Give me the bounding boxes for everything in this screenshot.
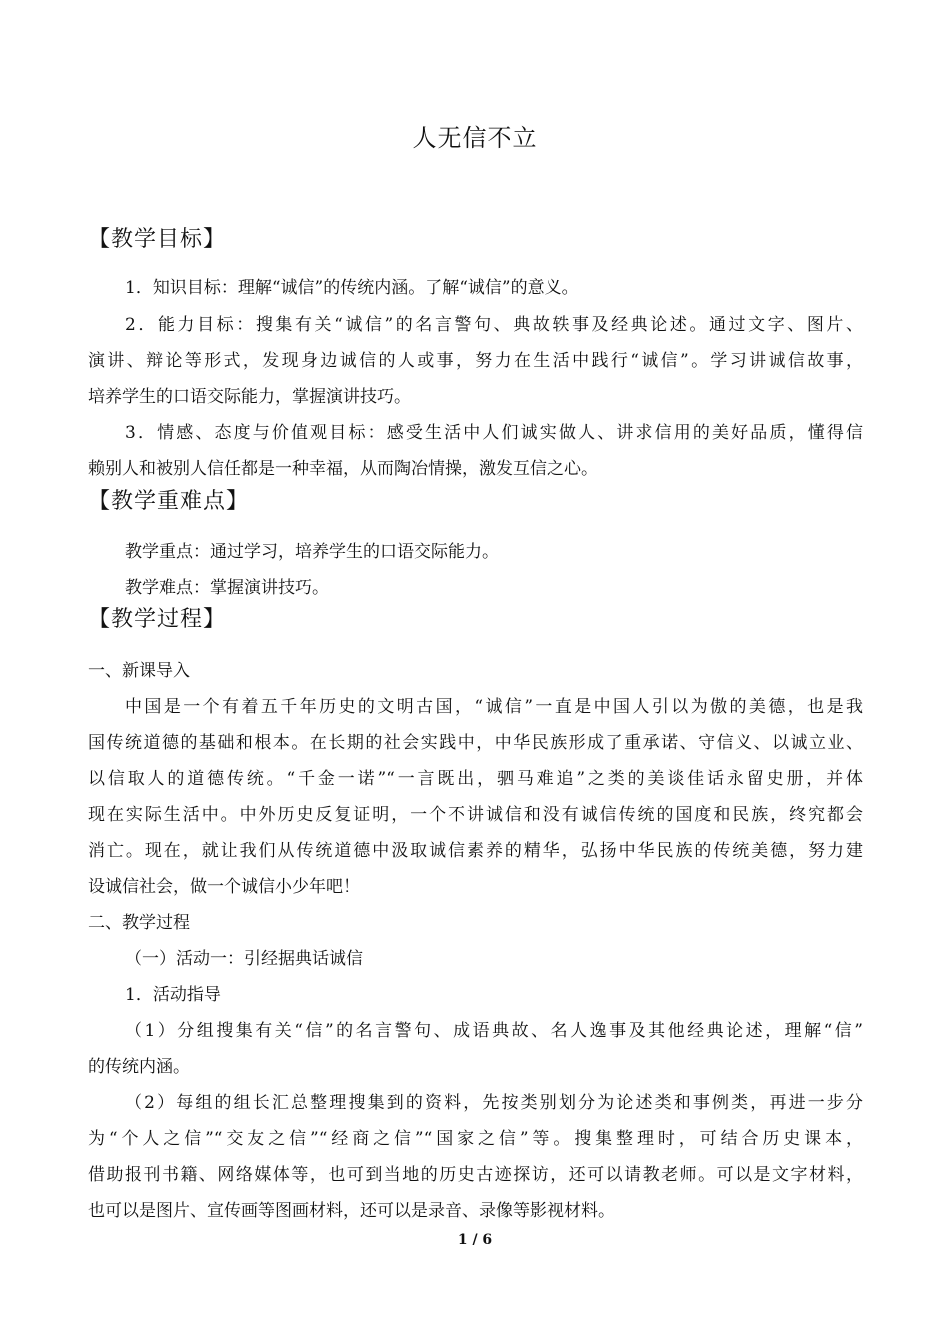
intro-line-5: 消亡。现在，就让我们从传统道德中汲取诚信素养的精华，弘扬中华民族的传统美德，努力建 [88,841,863,861]
heading-key-points: 【教学重难点】 [88,489,250,514]
intro-line-3: 以信取人的道德传统。“千金一诺”“一言既出，驷马难追”之类的美谈佳话永留史册，并体 [88,769,863,789]
intro-line-1: 中国是一个有着五千年历史的文明古国，“诚信”一直是中国人引以为傲的美德，也是我 [125,697,863,717]
section-intro-title: 一、新课导入 [88,661,190,681]
key-point-difficulty: 教学难点：掌握演讲技巧。 [125,578,329,598]
heading-teaching-goals: 【教学目标】 [88,227,227,252]
activity-one-title: （一）活动一：引经据典话诚信 [125,949,363,969]
goal-ability-line-2: 演讲、辩论等形式，发现身边诚信的人或事，努力在生活中践行“诚信”。学习讲诚信故事， [88,351,863,371]
goal-emotion-line-2: 赖别人和被别人信任都是一种幸福，从而陶冶情操，激发互信之心。 [88,459,598,479]
goal-ability-line-3: 培养学生的口语交际能力，掌握演讲技巧。 [88,387,411,407]
key-point-focus: 教学重点：通过学习，培养学生的口语交际能力。 [125,542,499,562]
intro-line-4: 现在实际生活中。中外历史反复证明，一个不讲诚信和没有诚信传统的国度和民族，终究都会 [88,805,863,825]
intro-line-6: 设诚信社会，做一个诚信小少年吧！ [88,877,360,897]
step-2-line-3: 借助报刊书籍、网络媒体等，也可到当地的历史古迹探访，还可以请教老师。可以是文字材料， [88,1165,863,1185]
step-2-line-1: （2）每组的组长汇总整理搜集到的资料，先按类别划分为论述类和事例类，再进一步分 [125,1093,863,1113]
activity-guide-title: 1．活动指导 [125,985,221,1005]
page-title: 人无信不立 [412,124,538,152]
goal-knowledge: 1．知识目标：理解“诚信”的传统内涵。了解“诚信”的意义。 [125,278,579,298]
page-number: 1 / 6 [457,1232,493,1248]
heading-teaching-process: 【教学过程】 [88,607,227,632]
section-process-title: 二、教学过程 [88,913,190,933]
step-2-line-4: 也可以是图片、宣传画等图画材料，还可以是录音、录像等影视材料。 [88,1201,615,1221]
step-1-line-2: 的传统内涵。 [88,1057,190,1077]
goal-ability-line-1: 2．能力目标：搜集有关“诚信”的名言警句、典故轶事及经典论述。通过文字、图片、 [125,315,863,335]
step-1-line-1: （1）分组搜集有关“信”的名言警句、成语典故、名人逸事及其他经典论述，理解“信” [125,1021,863,1041]
intro-line-2: 国传统道德的基础和根本。在长期的社会实践中，中华民族形成了重承诺、守信义、以诚立业、 [88,733,863,753]
step-2-line-2: 为“个人之信”“交友之信”“经商之信”“国家之信”等。搜集整理时，可结合历史课本， [88,1129,863,1149]
goal-emotion-line-1: 3．情感、态度与价值观目标：感受生活中人们诚实做人、讲求信用的美好品质，懂得信 [125,423,863,443]
